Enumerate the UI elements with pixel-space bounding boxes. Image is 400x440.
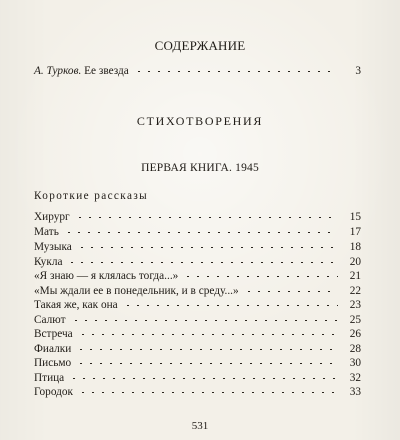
toc-entry <box>34 226 361 239</box>
contents-title: СОДЕРЖАНИЕ <box>154 38 246 53</box>
book-title: ПЕРВАЯ КНИГА. 1945 <box>141 162 259 174</box>
toc-entry-title: «Я знаю — я клялась тогда...» <box>34 270 179 282</box>
toc-entry-page: 23 <box>349 299 361 311</box>
dot-leader <box>69 378 338 379</box>
toc-entry-page: 15 <box>349 211 361 223</box>
toc-entry-title: Мать <box>34 226 59 238</box>
toc-entry <box>34 314 361 327</box>
toc-entry-page: 25 <box>349 314 361 326</box>
intro-entry-text <box>34 65 129 78</box>
toc-entry <box>34 211 361 224</box>
dot-leader <box>123 305 338 306</box>
dot-leader <box>183 276 338 277</box>
intro-entry-title: Ее звезда <box>81 65 129 77</box>
dot-leader <box>78 334 338 335</box>
toc-entry <box>34 372 361 385</box>
intro-entry <box>34 65 361 78</box>
toc-entry-title: Хирург <box>34 211 70 223</box>
dot-leader <box>67 262 338 263</box>
toc-entry-title: Такая же, как она <box>34 299 118 311</box>
intro-entry-author: А. Турков. <box>34 65 82 77</box>
dot-leader <box>76 349 338 350</box>
toc-entry-title: Салют <box>34 314 66 326</box>
dot-leader <box>71 320 338 321</box>
toc-entry <box>34 256 361 269</box>
dot-leader <box>134 71 338 72</box>
toc-entry-title: «Мы ждали ее в понедельник, и в среду...» <box>34 285 239 297</box>
dot-leader <box>244 291 338 292</box>
dot-leader <box>76 363 338 364</box>
toc-entry-title: Птица <box>34 372 65 384</box>
section-title: СТИХОТВОРЕНИЯ <box>136 114 264 128</box>
toc-entry <box>34 299 361 312</box>
toc-entry <box>34 241 361 254</box>
subsection-title: Короткие рассказы <box>34 190 149 202</box>
toc-entry <box>34 386 361 399</box>
toc-entry-page: 21 <box>349 270 361 282</box>
toc-entry-title: Кукла <box>34 256 63 268</box>
toc-entry-page: 22 <box>349 285 361 297</box>
page-number: 531 <box>191 420 209 432</box>
toc-entry-title: Встреча <box>34 328 73 340</box>
toc-entry-title: Письмо <box>34 357 72 369</box>
toc-entry <box>34 357 361 370</box>
toc-entry-page: 18 <box>349 241 361 253</box>
toc-entry <box>34 270 361 283</box>
toc-entry-page: 30 <box>349 357 361 369</box>
toc-entry <box>34 285 361 298</box>
dot-leader <box>78 392 338 393</box>
intro-entry-page: 3 <box>355 65 361 77</box>
toc-entry-page: 26 <box>349 328 361 340</box>
toc-entry-title: Музыка <box>34 241 72 253</box>
toc-entry-title: Городок <box>34 386 74 398</box>
toc-entry-page: 17 <box>349 226 361 238</box>
dot-leader <box>64 232 338 233</box>
toc-entry-page: 20 <box>349 256 361 268</box>
toc-entry <box>34 343 361 356</box>
dot-leader <box>77 247 338 248</box>
toc-entry-page: 32 <box>349 372 361 384</box>
toc-entry-title: Фиалки <box>34 343 72 355</box>
toc-entry-page: 28 <box>349 343 361 355</box>
toc-entry-page: 33 <box>349 386 361 398</box>
dot-leader <box>75 217 338 218</box>
toc-entry <box>34 328 361 341</box>
